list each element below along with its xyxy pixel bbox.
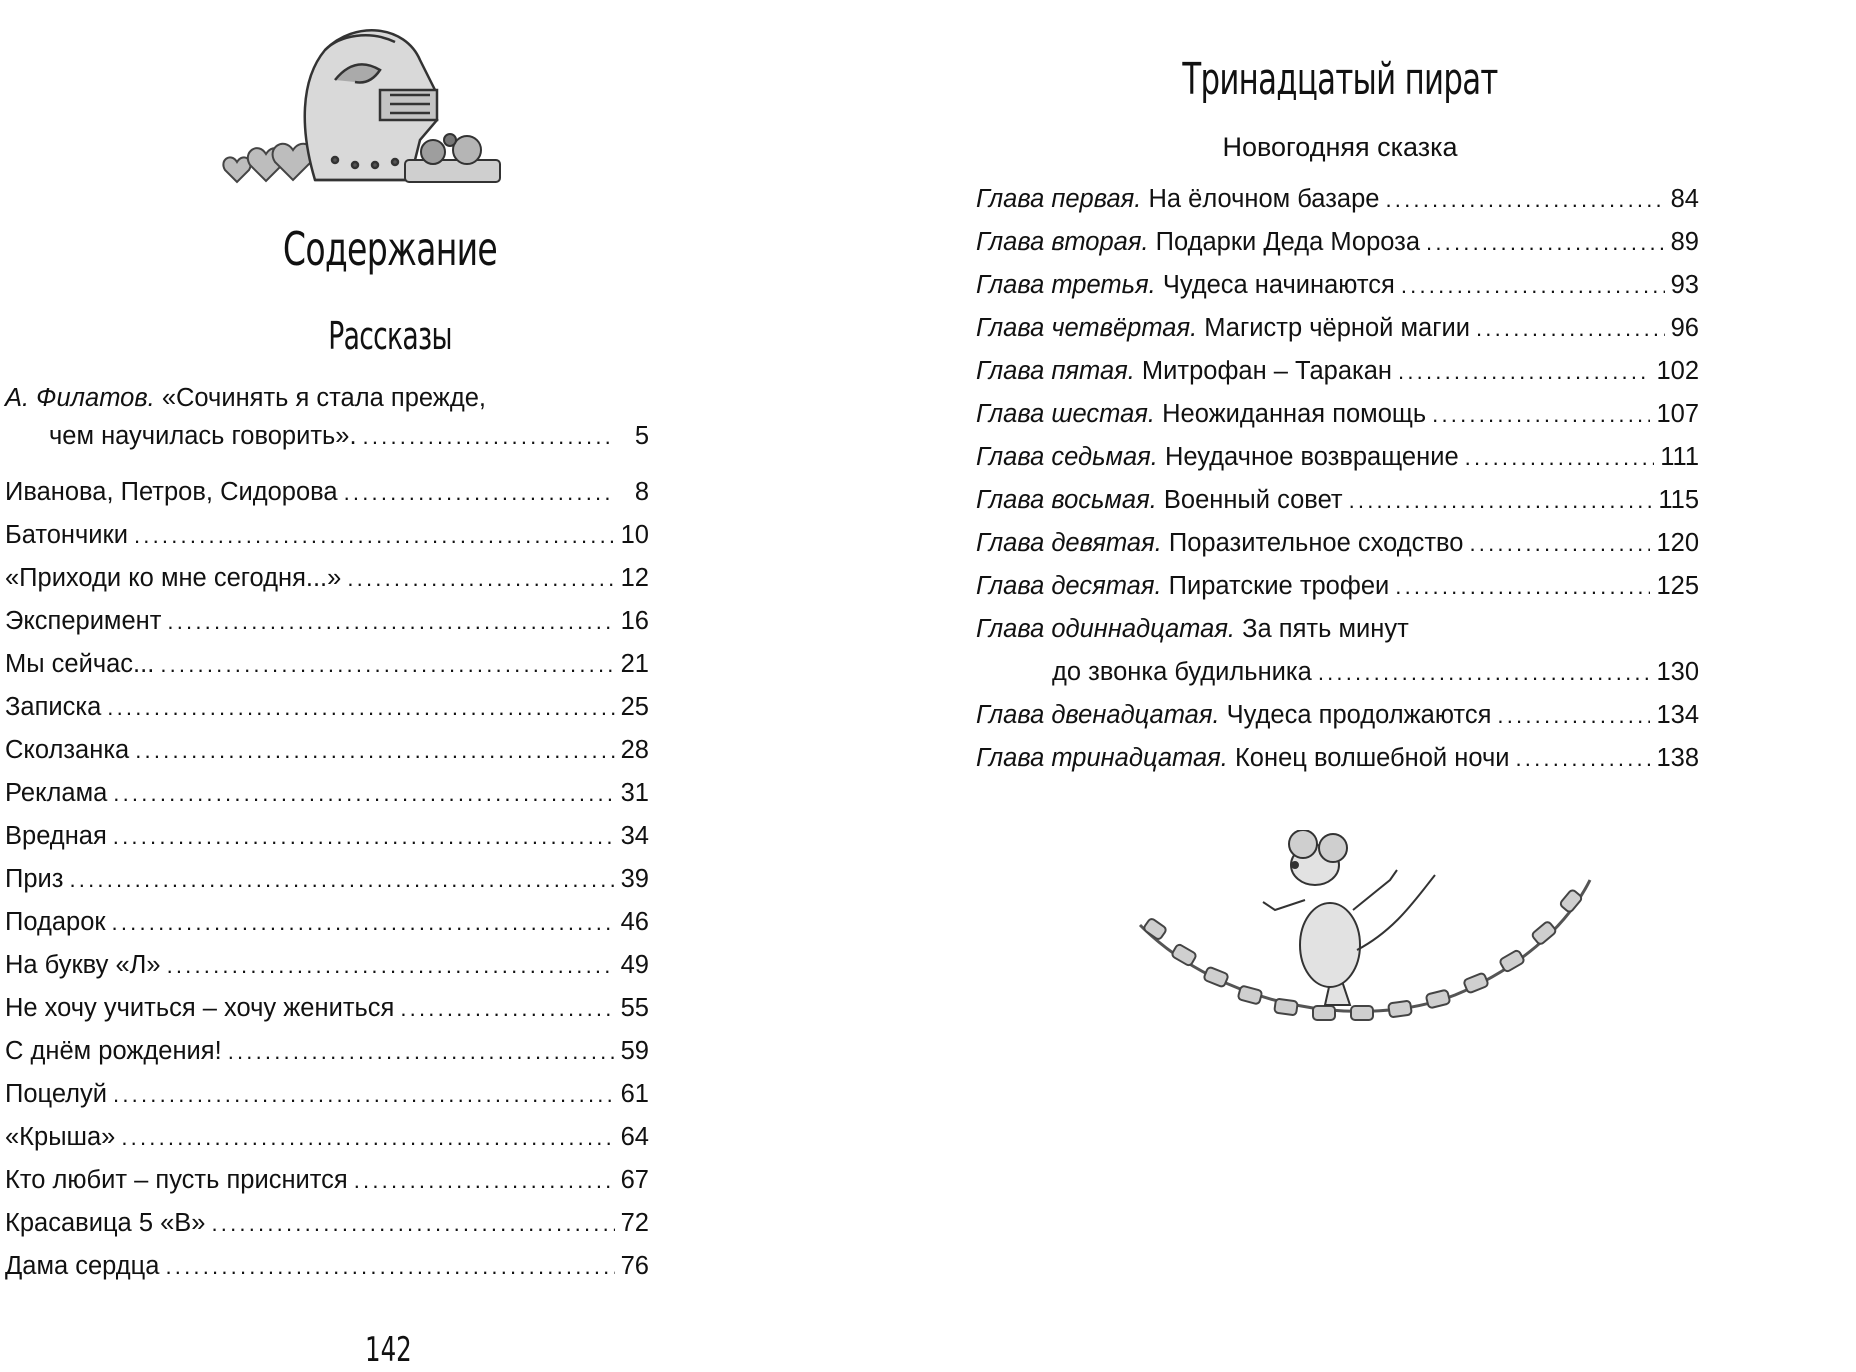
entry-page: 61 [620,1080,649,1108]
leader-dots [107,695,614,721]
chapter-label: Глава седьмая. [976,443,1158,471]
toc-entry[interactable] [5,865,649,908]
leader-dots [1516,746,1651,772]
entry-title: Подарок [5,908,106,936]
toc-entry[interactable] [5,478,649,521]
entry-page: 67 [620,1166,649,1194]
chapter-title: Магистр чёрной магии [1204,314,1470,342]
leader-dots [1497,703,1650,729]
leader-dots [1426,230,1665,256]
leader-dots [363,424,615,450]
leader-dots [1398,359,1650,385]
chapter-title: Чудеса продолжаются [1226,701,1492,729]
toc-chapter[interactable] [976,486,1699,529]
leader-dots [1349,488,1653,514]
toc-entry[interactable] [5,1252,649,1295]
leader-dots [112,910,615,936]
entry-page: 31 [620,779,649,807]
toc-entry[interactable] [5,1123,649,1166]
chapter-title-line1: За пять минут [1242,615,1409,643]
leader-dots [344,480,615,506]
chapter-page: 102 [1656,357,1699,385]
entry-title: Батончики [5,521,128,549]
toc-entry[interactable] [5,951,649,994]
toc-entry[interactable] [5,779,649,822]
toc-entry[interactable] [5,521,649,564]
entry-page: 39 [620,865,649,893]
toc-chapter-eleven-line1[interactable] [976,615,1699,658]
chapter-page: 107 [1656,400,1699,428]
entry-page: 16 [620,607,649,635]
toc-entry[interactable] [5,1209,649,1252]
entry-page: 72 [620,1209,649,1237]
toc-chapter[interactable] [976,228,1699,271]
leader-dots [211,1211,614,1237]
toc-entry[interactable] [5,607,649,650]
entry-page: 12 [620,564,649,592]
chapter-page: 89 [1670,228,1699,256]
leader-dots [400,996,614,1022]
story-heading: Тринадцатый пират [1182,54,1498,105]
toc-entry[interactable] [5,1037,649,1080]
entry-title: «Крыша» [5,1123,116,1151]
chapter-label: Глава двенадцатая. [976,701,1220,729]
leader-dots [1465,445,1655,471]
entry-title: Красавица 5 «В» [5,1209,206,1237]
entry-page: 28 [620,736,649,764]
chapter-label: Глава вторая. [976,228,1149,256]
leader-dots [347,566,614,592]
chapters-toc [976,185,1699,787]
entry-title: Не хочу учиться – хочу жениться [5,994,395,1022]
chapter-page: 84 [1670,185,1699,213]
chapter-page: 96 [1670,314,1699,342]
leader-dots [113,1082,615,1108]
chapter-label: Глава пятая. [976,357,1135,385]
leader-dots [1385,187,1664,213]
entry-title: Эксперимент [5,607,162,635]
leader-dots [113,781,614,807]
toc-chapter[interactable] [976,572,1699,615]
toc-entry-intro-line2[interactable] [5,422,649,465]
toc-chapter[interactable] [976,443,1699,486]
chapter-page: 93 [1670,271,1699,299]
chapter-title: Митрофан – Таракан [1141,357,1393,385]
entry-title: Реклама [5,779,108,807]
leader-dots [1395,574,1650,600]
entry-page: 46 [620,908,649,936]
chapter-title: Неудачное возвращение [1164,443,1459,471]
chapter-title: Неожиданная помощь [1162,400,1427,428]
page-number: 142 [365,1330,412,1370]
leader-dots [228,1039,615,1065]
chapter-title: Военный совет [1163,486,1343,514]
toc-chapter[interactable] [976,271,1699,314]
toc-entry[interactable] [5,650,649,693]
chapter-page: 125 [1656,572,1699,600]
leader-dots [69,867,614,893]
chapter-title: Конец волшебной ночи [1234,744,1510,772]
toc-entry[interactable] [5,994,649,1037]
chapter-label: Глава девятая. [976,529,1162,557]
entry-title: Записка [5,693,102,721]
leader-dots [134,523,615,549]
chapter-page: 134 [1656,701,1699,729]
entry-title: «Приходи ко мне сегодня...» [5,564,342,592]
entry-page: 55 [620,994,649,1022]
toc-chapter[interactable] [976,529,1699,572]
entry-page: 64 [620,1123,649,1151]
leader-dots [354,1168,615,1194]
chapter-title: Чудеса начинаются [1162,271,1395,299]
chapter-label: Глава первая. [976,185,1142,213]
entry-title: Дама сердца [5,1252,160,1280]
entry-title: Мы сейчас... [5,650,155,678]
stories-toc [5,384,649,1295]
chapter-page: 115 [1658,486,1699,514]
toc-entry[interactable] [5,822,649,865]
chapter-label: Глава восьмая. [976,486,1157,514]
entry-title: С днём рождения! [5,1037,222,1065]
entry-page: 76 [620,1252,649,1280]
leader-dots [113,824,615,850]
chapter-label: Глава четвёртая. [976,314,1198,342]
toc-entry[interactable] [5,736,649,779]
toc-entry[interactable] [5,908,649,951]
leader-dots [1432,402,1650,428]
entry-page: 10 [620,521,649,549]
chapter-label: Глава десятая. [976,572,1162,600]
toc-entry[interactable] [5,564,649,607]
section-heading: Рассказы [328,314,452,358]
entry-page: 8 [634,478,649,506]
leader-dots [1318,660,1651,686]
entry-page: 49 [620,951,649,979]
leader-dots [165,1254,614,1280]
leader-dots [167,609,614,635]
toc-chapter[interactable] [976,400,1699,443]
mouse-on-garland-illustration [1135,830,1595,1030]
entry-page: 25 [620,693,649,721]
chapter-page: 130 [1656,658,1699,686]
toc-chapter[interactable] [976,701,1699,744]
chapter-label: Глава шестая. [976,400,1155,428]
entry-title: Кто любит – пусть приснится [5,1166,348,1194]
chapter-label: Глава тринадцатая. [976,744,1228,772]
right-page [960,0,1750,1372]
chapter-page: 138 [1656,744,1699,772]
toc-entry[interactable] [5,693,649,736]
chapter-label: Глава третья. [976,271,1156,299]
entry-title: Сколзанка [5,736,130,764]
leader-dots [1476,316,1665,342]
toc-entry-intro-line1[interactable] [5,384,649,422]
intro-author: А. Филатов. [5,384,155,412]
leader-dots [160,652,614,678]
entry-page: 21 [620,650,649,678]
chapter-page: 120 [1656,529,1699,557]
contents-heading: Содержание [282,222,498,276]
intro-title-line2: чем научилась говорить». [49,422,357,450]
toc-entry[interactable] [5,1166,649,1209]
entry-page: 59 [620,1037,649,1065]
left-page [0,0,800,1372]
chapter-title: Поразительное сходство [1168,529,1464,557]
intro-page: 5 [634,422,649,450]
leader-dots [1401,273,1665,299]
entry-title: Иванова, Петров, Сидорова [5,478,338,506]
leader-dots [121,1125,614,1151]
toc-chapter[interactable] [976,744,1699,787]
entry-title: На букву «Л» [5,951,161,979]
toc-chapter[interactable] [976,357,1699,400]
leader-dots [135,738,614,764]
leader-dots [167,953,615,979]
story-subheading: Новогодняя сказка [1222,132,1458,162]
chapter-title-line2: до звонка будильника [1052,658,1312,686]
entry-title: Приз [5,865,64,893]
leader-dots [1469,531,1650,557]
toc-entry[interactable] [5,1080,649,1123]
chapter-page: 111 [1660,443,1699,471]
chapter-label: Глава одиннадцатая. [976,615,1236,643]
chapter-title: Пиратские трофеи [1168,572,1390,600]
toc-chapter-eleven-line2[interactable] [976,658,1699,701]
chapter-title: На ёлочном базаре [1148,185,1380,213]
intro-title-line1: «Сочинять я стала прежде, [161,384,486,412]
entry-title: Поцелуй [5,1080,108,1108]
chapter-title: Подарки Деда Мороза [1155,228,1421,256]
toc-chapter[interactable] [976,314,1699,357]
knight-helmet-illustration [205,20,505,215]
toc-chapter[interactable] [976,185,1699,228]
entry-title: Вредная [5,822,107,850]
entry-page: 34 [620,822,649,850]
